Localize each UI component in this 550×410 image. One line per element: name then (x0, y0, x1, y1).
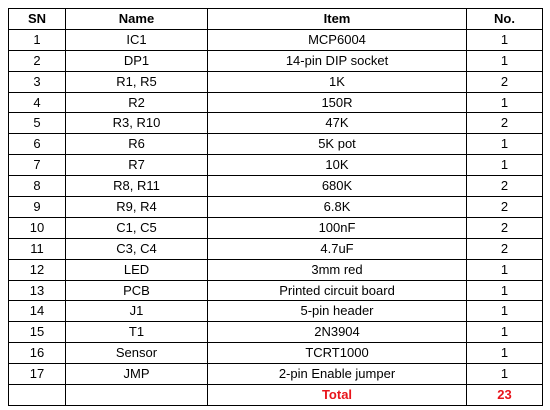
header-no: No. (467, 9, 543, 30)
cell-name: T1 (66, 322, 208, 343)
cell-item: 6.8K (208, 197, 467, 218)
cell-name: JMP (66, 364, 208, 385)
cell-item: 2-pin Enable jumper (208, 364, 467, 385)
total-name-empty (66, 385, 208, 406)
cell-name: R7 (66, 155, 208, 176)
table-row (9, 29, 543, 50)
cell-sn: 9 (9, 197, 66, 218)
cell-item: 5-pin header (208, 301, 467, 322)
cell-name: R2 (66, 92, 208, 113)
cell-no: 2 (467, 176, 543, 197)
header-item: Item (208, 9, 467, 30)
cell-no: 2 (467, 71, 543, 92)
table-row (9, 301, 543, 322)
bill-of-materials-table (8, 8, 543, 406)
table-row (9, 113, 543, 134)
cell-name: R9, R4 (66, 197, 208, 218)
table-row (9, 176, 543, 197)
cell-no: 2 (467, 113, 543, 134)
cell-sn: 11 (9, 238, 66, 259)
cell-no: 1 (467, 155, 543, 176)
cell-sn: 6 (9, 134, 66, 155)
total-row (9, 385, 543, 406)
cell-no: 1 (467, 280, 543, 301)
cell-sn: 7 (9, 155, 66, 176)
total-label: Total (208, 385, 467, 406)
cell-item: 2N3904 (208, 322, 467, 343)
cell-item: 1K (208, 71, 467, 92)
table-row (9, 259, 543, 280)
cell-name: PCB (66, 280, 208, 301)
table-footer (9, 385, 543, 406)
cell-no: 1 (467, 29, 543, 50)
cell-item: 14-pin DIP socket (208, 50, 467, 71)
header-row (9, 9, 543, 30)
cell-sn: 13 (9, 280, 66, 301)
cell-no: 1 (467, 50, 543, 71)
cell-item: 5K pot (208, 134, 467, 155)
table-row (9, 364, 543, 385)
total-sn-empty (9, 385, 66, 406)
cell-item: 47K (208, 113, 467, 134)
cell-sn: 16 (9, 343, 66, 364)
cell-name: C3, C4 (66, 238, 208, 259)
cell-item: 4.7uF (208, 238, 467, 259)
cell-sn: 12 (9, 259, 66, 280)
cell-no: 2 (467, 217, 543, 238)
table-row (9, 322, 543, 343)
cell-name: Sensor (66, 343, 208, 364)
cell-sn: 10 (9, 217, 66, 238)
cell-name: C1, C5 (66, 217, 208, 238)
cell-no: 1 (467, 259, 543, 280)
table-row (9, 50, 543, 71)
table-row (9, 280, 543, 301)
cell-item: TCRT1000 (208, 343, 467, 364)
table-body (9, 29, 543, 384)
cell-sn: 3 (9, 71, 66, 92)
cell-item: 680K (208, 176, 467, 197)
table-row (9, 197, 543, 218)
cell-sn: 4 (9, 92, 66, 113)
cell-item: Printed circuit board (208, 280, 467, 301)
cell-name: DP1 (66, 50, 208, 71)
cell-name: R1, R5 (66, 71, 208, 92)
table-header (9, 9, 543, 30)
cell-item: 100nF (208, 217, 467, 238)
cell-no: 1 (467, 134, 543, 155)
cell-name: R3, R10 (66, 113, 208, 134)
total-value: 23 (467, 385, 543, 406)
table-row (9, 155, 543, 176)
cell-sn: 14 (9, 301, 66, 322)
cell-item: 150R (208, 92, 467, 113)
header-sn: SN (9, 9, 66, 30)
table-row (9, 134, 543, 155)
cell-name: LED (66, 259, 208, 280)
header-name: Name (66, 9, 208, 30)
cell-sn: 1 (9, 29, 66, 50)
cell-sn: 2 (9, 50, 66, 71)
cell-sn: 5 (9, 113, 66, 134)
table-row (9, 238, 543, 259)
cell-no: 2 (467, 197, 543, 218)
table-row (9, 217, 543, 238)
cell-no: 1 (467, 92, 543, 113)
cell-no: 1 (467, 364, 543, 385)
table-row (9, 71, 543, 92)
cell-no: 1 (467, 301, 543, 322)
table-row (9, 92, 543, 113)
table-row (9, 343, 543, 364)
cell-item: 3mm red (208, 259, 467, 280)
cell-no: 2 (467, 238, 543, 259)
cell-sn: 15 (9, 322, 66, 343)
cell-no: 1 (467, 322, 543, 343)
cell-item: 10K (208, 155, 467, 176)
cell-name: R6 (66, 134, 208, 155)
cell-name: R8, R11 (66, 176, 208, 197)
cell-item: MCP6004 (208, 29, 467, 50)
cell-name: IC1 (66, 29, 208, 50)
cell-name: J1 (66, 301, 208, 322)
cell-no: 1 (467, 343, 543, 364)
cell-sn: 8 (9, 176, 66, 197)
cell-sn: 17 (9, 364, 66, 385)
